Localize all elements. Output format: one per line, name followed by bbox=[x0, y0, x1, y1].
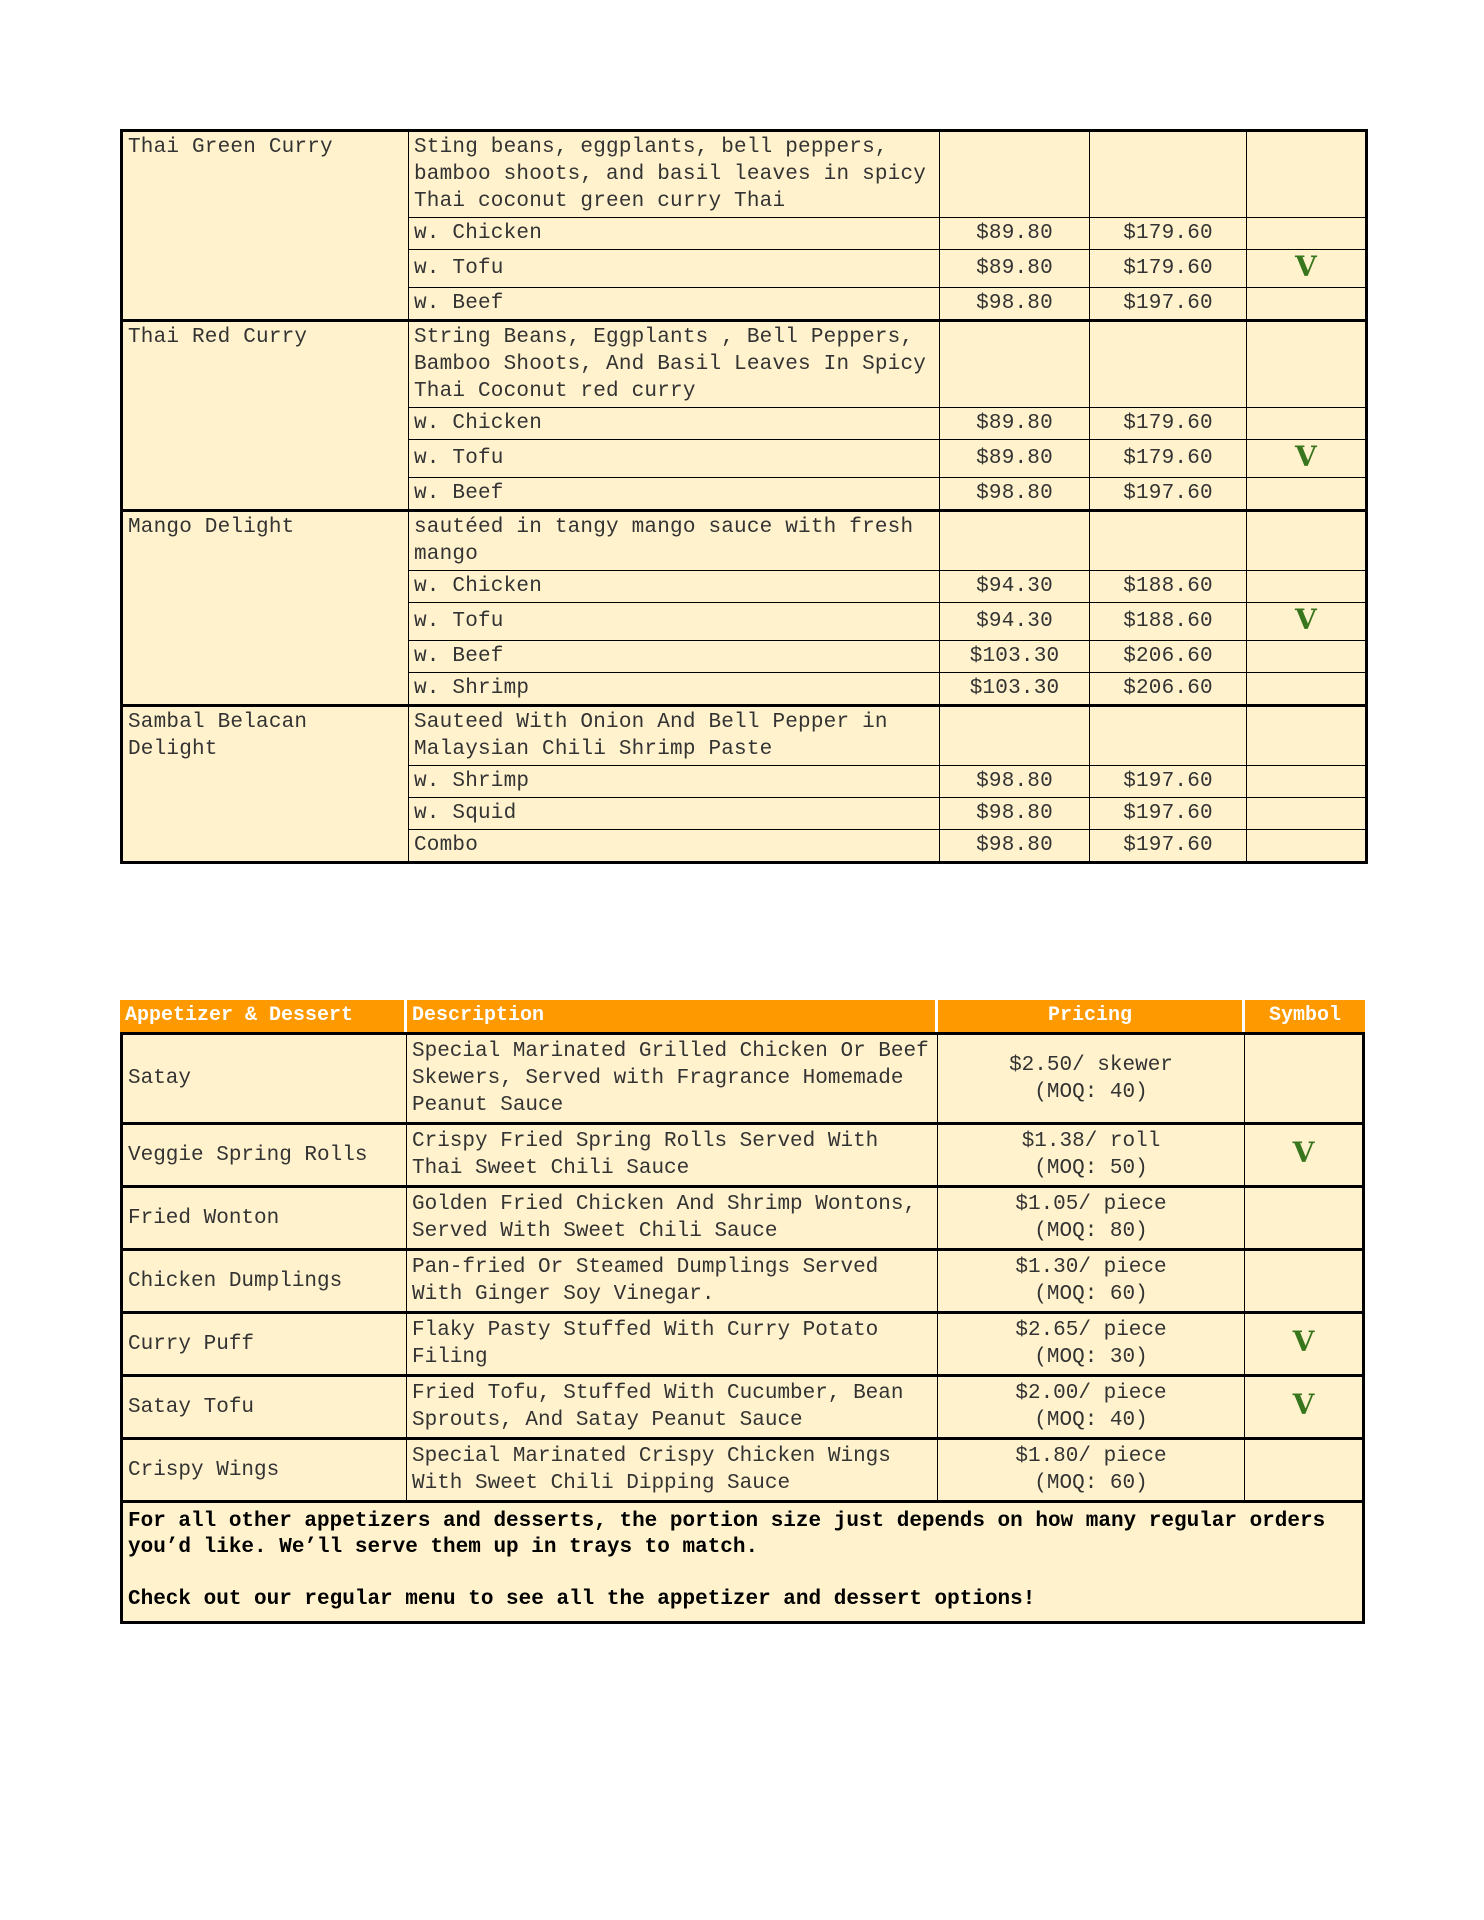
appetizer-row bbox=[120, 1437, 1365, 1500]
option-price-large: $179.60 bbox=[1090, 218, 1247, 250]
header-appetizer-dessert: Appetizer & Dessert bbox=[120, 1000, 407, 1032]
option-label: w. Squid bbox=[409, 798, 940, 830]
appetizer-name: Satay Tofu bbox=[120, 1374, 407, 1437]
curry-description-row bbox=[122, 321, 1367, 408]
header-pricing: Pricing bbox=[938, 1000, 1245, 1032]
footer-note: For all other appetizers and desserts, the portion size just depends on how many regular orders you’d like. We’ll serve them up in trays to match. bbox=[128, 1510, 1326, 1559]
appetizer-price: $2.50/ skewer bbox=[1009, 1053, 1173, 1077]
appetizer-description: Golden Fried Chicken And Shrimp Wontons, Served With Sweet Chili Sauce bbox=[407, 1185, 938, 1248]
appetizer-row bbox=[120, 1185, 1365, 1248]
option-label: w. Tofu bbox=[409, 603, 940, 641]
appetizer-description: Special Marinated Grilled Chicken Or Beef Skewers, Served with Fragrance Homemade Peanut Sauce bbox=[407, 1032, 938, 1122]
option-label: w. Beef bbox=[409, 641, 940, 673]
option-price-small: $89.80 bbox=[940, 250, 1090, 288]
option-price-large: $179.60 bbox=[1090, 250, 1247, 288]
option-label: w. Shrimp bbox=[409, 766, 940, 798]
appetizer-price: $2.00/ piece bbox=[1015, 1382, 1167, 1405]
curry-name: Sambal Belacan Delight bbox=[122, 706, 409, 863]
vegetarian-symbol: V bbox=[1295, 439, 1317, 473]
appetizer-name: Fried Wonton bbox=[120, 1185, 407, 1248]
option-price-large: $206.60 bbox=[1090, 641, 1247, 673]
appetizer-price: $1.05/ piece bbox=[1015, 1193, 1167, 1216]
footer-cta: Check out our regular menu to see all the appetizer and dessert options! bbox=[128, 1588, 1036, 1611]
curry-description: String Beans, Eggplants , Bell Peppers, Bamboo Shoots, And Basil Leaves In Spicy Thai Coconut red curry bbox=[409, 321, 940, 408]
option-price-small: $103.30 bbox=[940, 641, 1090, 673]
appetizer-row bbox=[120, 1374, 1365, 1437]
option-price-large: $197.60 bbox=[1090, 766, 1247, 798]
option-label: w. Tofu bbox=[409, 440, 940, 478]
appetizer-price: $2.65/ piece bbox=[1015, 1319, 1167, 1342]
curry-menu-table bbox=[120, 129, 1368, 864]
option-price-small: $89.80 bbox=[940, 408, 1090, 440]
option-label: w. Beef bbox=[409, 288, 940, 321]
option-price-large: $197.60 bbox=[1090, 288, 1247, 321]
option-price-large: $179.60 bbox=[1090, 440, 1247, 478]
appetizer-header-row bbox=[120, 1000, 1365, 1032]
vegetarian-symbol: V bbox=[1292, 1136, 1315, 1169]
curry-group bbox=[122, 131, 1367, 321]
appetizer-row bbox=[120, 1311, 1365, 1374]
appetizer-name: Chicken Dumplings bbox=[120, 1248, 407, 1311]
curry-description: Sting beans, eggplants, bell peppers, bamboo shoots, and basil leaves in spicy Thai coconut green curry Thai bbox=[409, 131, 940, 218]
option-price-small: $98.80 bbox=[940, 478, 1090, 511]
vegetarian-symbol: V bbox=[1295, 602, 1317, 636]
option-price-small: $98.80 bbox=[940, 830, 1090, 863]
appetizer-name: Curry Puff bbox=[120, 1311, 407, 1374]
appetizer-price: $1.80/ piece bbox=[1015, 1445, 1167, 1468]
appetizer-price: $1.38/ roll bbox=[1021, 1130, 1161, 1153]
option-price-large: $188.60 bbox=[1090, 603, 1247, 641]
appetizer-dessert-table bbox=[120, 1000, 1365, 1624]
option-price-small: $98.80 bbox=[940, 766, 1090, 798]
vegetarian-symbol: V bbox=[1292, 1325, 1315, 1358]
vegetarian-symbol: V bbox=[1295, 249, 1317, 283]
appetizer-moq: (MOQ: 80) bbox=[1034, 1220, 1148, 1243]
option-price-small: $89.80 bbox=[940, 218, 1090, 250]
appetizer-row bbox=[120, 1248, 1365, 1311]
header-description: Description bbox=[407, 1000, 938, 1032]
option-price-large: $197.60 bbox=[1090, 798, 1247, 830]
appetizer-moq: (MOQ: 60) bbox=[1034, 1283, 1148, 1306]
option-price-large: $188.60 bbox=[1090, 571, 1247, 603]
curry-description: sautéed in tangy mango sauce with fresh mango bbox=[409, 511, 940, 571]
option-label: w. Chicken bbox=[409, 408, 940, 440]
option-label: w. Chicken bbox=[409, 218, 940, 250]
appetizer-description: Crispy Fried Spring Rolls Served With Thai Sweet Chili Sauce bbox=[407, 1122, 938, 1185]
option-label: w. Beef bbox=[409, 478, 940, 511]
appetizer-moq: (MOQ: 30) bbox=[1034, 1346, 1148, 1369]
curry-group bbox=[122, 706, 1367, 863]
option-price-large: $179.60 bbox=[1090, 408, 1247, 440]
vegetarian-symbol: V bbox=[1292, 1388, 1315, 1421]
appetizer-moq: (MOQ: 40) bbox=[1034, 1080, 1148, 1104]
option-price-small: $103.30 bbox=[940, 673, 1090, 706]
appetizer-name: Crispy Wings bbox=[120, 1437, 407, 1500]
appetizer-row bbox=[120, 1122, 1365, 1185]
option-label: Combo bbox=[409, 830, 940, 863]
option-price-large: $197.60 bbox=[1090, 830, 1247, 863]
appetizer-name: Satay bbox=[120, 1032, 407, 1122]
appetizer-moq: (MOQ: 60) bbox=[1034, 1472, 1148, 1495]
appetizer-price: $1.30/ piece bbox=[1015, 1256, 1167, 1279]
option-price-small: $89.80 bbox=[940, 440, 1090, 478]
curry-name: Mango Delight bbox=[122, 511, 409, 706]
option-price-large: $197.60 bbox=[1090, 478, 1247, 511]
option-price-small: $94.30 bbox=[940, 571, 1090, 603]
appetizer-footer-row bbox=[120, 1500, 1365, 1624]
appetizer-row bbox=[120, 1032, 1365, 1122]
curry-description-row bbox=[122, 131, 1367, 218]
option-label: w. Chicken bbox=[409, 571, 940, 603]
appetizer-moq: (MOQ: 40) bbox=[1034, 1409, 1148, 1432]
curry-description-row bbox=[122, 511, 1367, 571]
appetizer-moq: (MOQ: 50) bbox=[1034, 1157, 1148, 1180]
option-price-small: $98.80 bbox=[940, 288, 1090, 321]
appetizer-description: Special Marinated Crispy Chicken Wings With Sweet Chili Dipping Sauce bbox=[407, 1437, 938, 1500]
appetizer-name: Veggie Spring Rolls bbox=[120, 1122, 407, 1185]
curry-name: Thai Red Curry bbox=[122, 321, 409, 511]
curry-group bbox=[122, 511, 1367, 706]
curry-description: Sauteed With Onion And Bell Pepper in Malaysian Chili Shrimp Paste bbox=[409, 706, 940, 766]
curry-description-row bbox=[122, 706, 1367, 766]
option-price-small: $98.80 bbox=[940, 798, 1090, 830]
appetizer-description: Flaky Pasty Stuffed With Curry Potato Filing bbox=[407, 1311, 938, 1374]
option-price-small: $94.30 bbox=[940, 603, 1090, 641]
option-label: w. Tofu bbox=[409, 250, 940, 288]
curry-group bbox=[122, 321, 1367, 511]
option-label: w. Shrimp bbox=[409, 673, 940, 706]
appetizer-description: Pan-fried Or Steamed Dumplings Served With Ginger Soy Vinegar. bbox=[407, 1248, 938, 1311]
curry-name: Thai Green Curry bbox=[122, 131, 409, 321]
header-symbol: Symbol bbox=[1245, 1000, 1365, 1032]
appetizer-description: Fried Tofu, Stuffed With Cucumber, Bean Sprouts, And Satay Peanut Sauce bbox=[407, 1374, 938, 1437]
option-price-large: $206.60 bbox=[1090, 673, 1247, 706]
